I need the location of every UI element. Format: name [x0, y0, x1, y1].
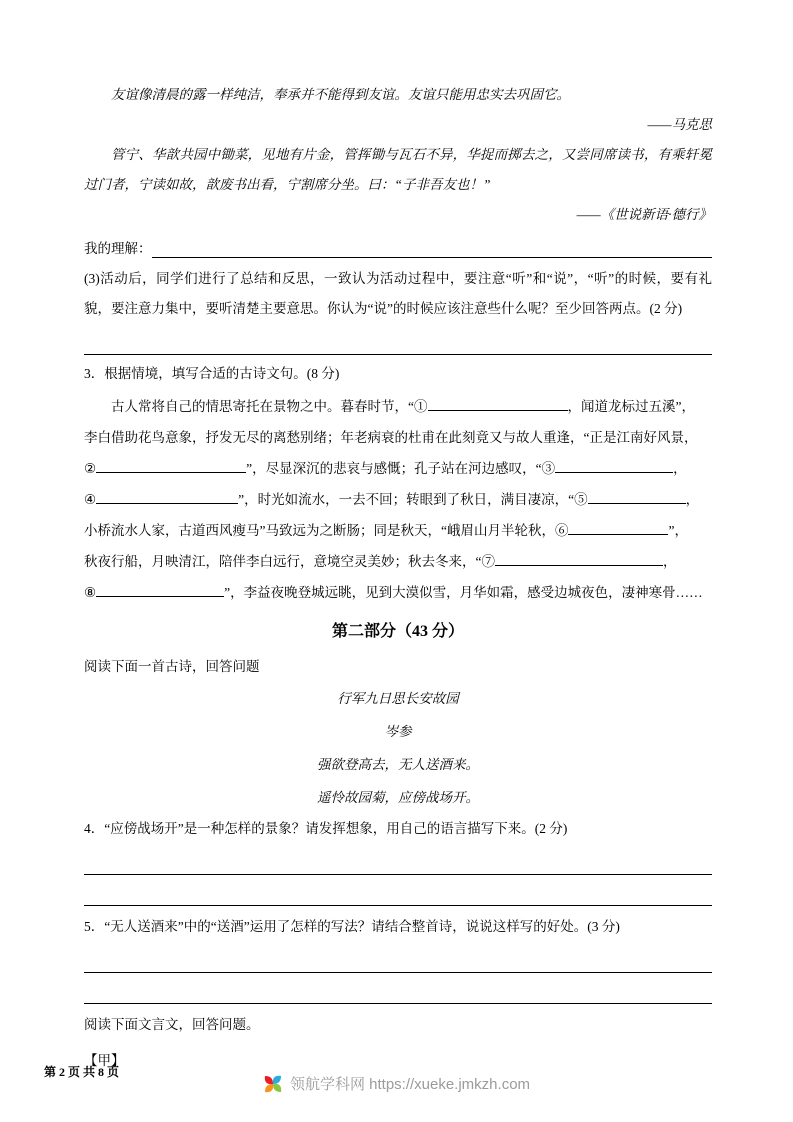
passage-line-1 [84, 391, 712, 422]
reading-1-intro: 阅读下面一首古诗，回答问题 [84, 659, 260, 674]
quote-shishuo-attribution: ——《世说新语·德行》 [576, 207, 712, 222]
passage-text: ② [84, 461, 97, 476]
page-content [84, 80, 712, 1076]
passage-line-3 [84, 453, 712, 484]
answer-line [84, 844, 712, 875]
fill-blank-4 [96, 491, 238, 504]
answer-line [84, 875, 712, 906]
reading-2-intro: 阅读下面文言文，回答问题。 [84, 1017, 260, 1032]
passage-line-7 [84, 577, 712, 608]
passage-text: ，闻道龙标过五溪”， [567, 399, 695, 414]
passage-line-2 [84, 422, 712, 453]
xueke-logo-icon [263, 1074, 283, 1094]
passage-line-6 [84, 546, 712, 577]
passage-text: ”， [668, 523, 688, 538]
my-understanding-blank-line [152, 234, 713, 258]
passage-text: ， [685, 492, 700, 507]
section-2-title: 第二部分（43 分） [331, 623, 464, 640]
passage-text: ”，尽显深沉的悲哀与感慨；孔子站在河边感叹，“③ [246, 461, 556, 476]
quote-shishuo-text: 管宁、华歆共园中锄菜，见地有片金，管挥锄与瓦石不异，华捉而掷去之，又尝同席读书，有乘轩冕过门者，宁读如故，歆废书出看，宁割席分坐。曰：“子非吾友也！” [84, 147, 712, 192]
poem-verse-1: 强欲登高去，无人送酒来。 [317, 757, 479, 772]
answer-line [84, 942, 712, 973]
fill-blank-7 [495, 553, 663, 566]
question-3-heading: 3．根据情境，填写合适的古诗文句。(8 分) [84, 366, 340, 381]
quote-marx-attribution: ——马克思 [647, 117, 712, 132]
poem-verse-2: 遥怜故园菊，应傍战场开。 [317, 790, 479, 805]
quote-marx-text: 友谊像清晨的露一样纯洁，奉承并不能得到友谊。友谊只能用忠实去巩固它。 [111, 87, 570, 102]
passage-text: 古人常将自己的情思寄托在景物之中。暮春时节，“① [111, 399, 428, 414]
poem-author: 岑参 [384, 724, 412, 739]
answer-line [84, 324, 712, 355]
question-5-text: 5．“无人送酒来”中的“送酒”运用了怎样的写法？请结合整首诗，说说这样写的好处。(3 分) [84, 919, 620, 934]
fill-blank-3 [555, 460, 673, 473]
passage-text: 小桥流水人家，古道西风瘦马”马致远为之断肠；同是秋天，“峨眉山月半轮秋，⑥ [84, 523, 569, 538]
question-4-text: 4．“应傍战场开”是一种怎样的景象？请发挥想象，用自己的语言描写下来。(2 分) [84, 821, 568, 836]
answer-line [84, 973, 712, 1004]
fill-blank-6 [568, 522, 668, 535]
fill-blank-1 [428, 398, 568, 411]
my-understanding-label: 我的理解： [84, 241, 152, 256]
fill-blank-5 [588, 491, 686, 504]
passage-line-5 [84, 515, 712, 546]
fill-blank-8 [96, 584, 224, 597]
my-understanding-row [84, 234, 712, 264]
passage-text: ， [663, 554, 677, 569]
watermark-text: 领航学科网 https://xueke.jmkzh.com [289, 1076, 531, 1093]
passage-text: 秋夜行船，月映清江，陪伴李白远行，意境空灵美妙；秋去冬来，“⑦ [84, 554, 495, 569]
passage-text: 李白借助花鸟意象，抒发无尽的离愁别绪；年老病衰的杜甫在此刻竟又与故人重逢，“正是江南好风景， [84, 430, 698, 445]
fill-blank-2 [96, 460, 246, 473]
jia-label: 【甲】 [84, 1053, 125, 1068]
poetry-fill-passage [84, 391, 712, 608]
passage-line-4 [84, 484, 712, 515]
watermark [0, 1073, 793, 1094]
passage-text: ④ [84, 492, 97, 507]
passage-text: ”，时光如流水，一去不回；转眼到了秋日，满目凄凉，“⑤ [238, 492, 588, 507]
page-number: 第 2 页 共 8 页 [44, 1065, 120, 1079]
passage-text: ， [673, 461, 687, 476]
passage-text: ⑧ [84, 585, 97, 600]
poem-title: 行军九日思长安故园 [337, 691, 459, 706]
question-2-3-text: (3)活动后，同学们进行了总结和反思，一致认为活动过程中，要注意“听”和“说”，“听”的时候，要有礼貌，要注意力集中，要听清楚主要意思。你认为“说”的时候应该注意些什么呢？至少回答两点。(2 分) [84, 271, 712, 316]
passage-text: ”，李益夜晚登城远眺，见到大漠似雪，月华如霜，感受边城夜色，凄神寒骨…… [224, 585, 703, 600]
